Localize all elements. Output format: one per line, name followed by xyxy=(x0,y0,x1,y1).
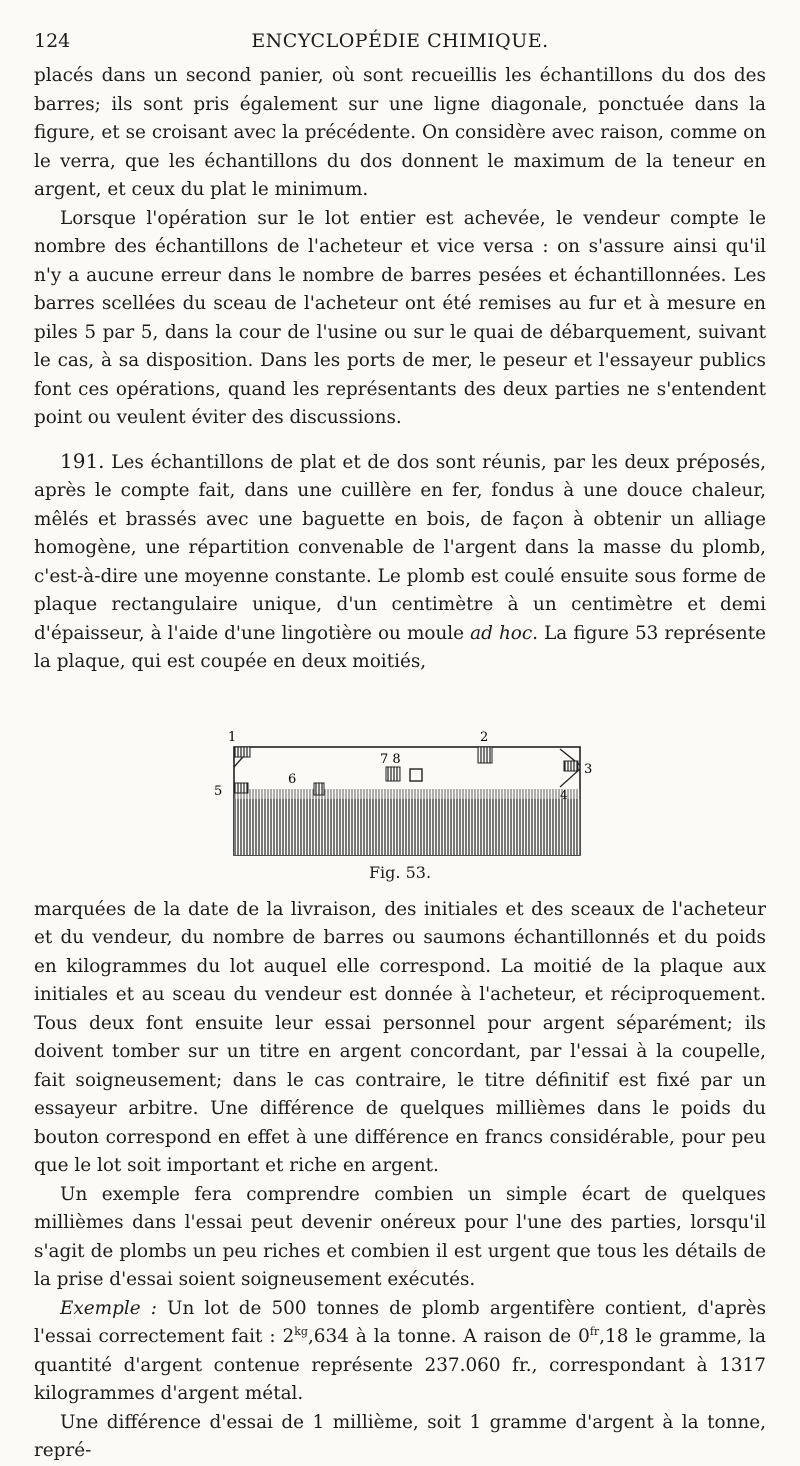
stamp-8 xyxy=(410,769,422,781)
paragraph-2: Lorsque l'opération sur le lot entier est achevée, le vendeur compte le nombre des échantillons de l'acheteur et vice versa : on s'assure ainsi qu'il n'y a aucune erreur dans le nombre de barres pesées et échantillonnées. Les barres scellées du sceau de l'acheteur ont été remises au fur et à mesure en piles 5 par 5, dans la cour de l'usine ou sur le quai de débarquement, suivant le cas, à sa disposition. Dans les ports de mer, le peseur et l'essayeur publics font ces opérations, quand les représentants des deux parties ne s'entendent point ou veulent éviter des discussions. xyxy=(34,207,766,428)
paragraph-4: marquées de la date de la livraison, des initiales et des sceaux de l'acheteur et du vendeur, du nombre de barres ou saumons échantillonnés et du poids en kilogrammes du lot auquel elle correspond. La moitié de la plaque aux initiales et au sceau du vendeur est donnée à l'acheteur, et réciproquement. Tous deux font ensuite leur essai personnel pour argent séparément; ils doivent tomber sur un titre en argent concordant, par l'essai à la coupelle, fait soigneusement; dans le cas contraire, le titre définitif est fixé par un essayeur arbitre. Une différence de quelques millièmes dans le poids du bouton correspond en effet à une différence en francs considérable, pour peu que le lot soit important et riche en argent. xyxy=(34,898,766,1176)
stamp-1 xyxy=(234,747,250,757)
paragraph-5: Un exemple fera comprendre combien un simple écart de quelques millièmes dans l'essai peut devenir onéreux pour l'une des parties, lorsqu'il s'agit de plombs un peu riches et combien il est urgent que tous les détails de la prise d'essai soient soigneusement exécutés. xyxy=(34,1183,766,1290)
paragraph-6 xyxy=(34,1295,766,1409)
paragraph-6-text-c: ,18 le gramme, la quantité d'argent contenue représente 237.060 fr., correspondant à 1317 kilogrammes d'argent métal. xyxy=(34,1326,766,1404)
running-header xyxy=(34,30,766,58)
example-label: Exemple : xyxy=(60,1297,157,1319)
unit-kg: kg xyxy=(294,1324,308,1338)
label-4: 4 xyxy=(560,787,568,802)
paragraph-3-text: Les échantillons de plat et de dos sont réunis, par les deux préposés, après le compte fait, dans une cuillère en fer, fondus à une douce chaleur, mêlés et brassés avec une baguette en bois, de façon à obtenir un alliage homogène, une répartition convenable de l'argent dans la masse du plomb, c'est-à-dire une moyenne constante. Le plomb est coulé ensuite sous forme de plaque rectangulaire unique, d'un centimètre à un centimètre et demi d'épaisseur, à l'aide d'une lingotière ou moule xyxy=(34,451,766,644)
label-7-8: 7 8 xyxy=(380,751,401,767)
stamp-3 xyxy=(564,761,578,771)
stamp-7 xyxy=(386,767,400,781)
plate-shade-band xyxy=(234,789,580,799)
stamp-6 xyxy=(314,783,324,795)
paragraph-3 xyxy=(34,447,766,677)
label-3: 3 xyxy=(584,761,593,777)
section-number: 191. xyxy=(60,448,105,473)
plate-diagram xyxy=(210,707,593,867)
paragraph-6-text-a: Un lot de 500 tonnes de plomb argentifère contient, d'après l'essai correctement fait : 2 xyxy=(34,1297,767,1347)
stamp-2 xyxy=(478,747,492,763)
plate-hatched-area xyxy=(234,799,580,855)
paragraph-6-text-b: ,634 à la tonne. A raison de 0 xyxy=(307,1326,590,1347)
paragraph-1: placés dans un second panier, où sont recueillis les échantillons du dos des barres; ils sont pris également sur une ligne diagonale, ponctuée dans la figure, et se croisant avec la précédente. On considère avec raison, comme on le verra, que les échantillons du dos donnent le maximum de la teneur en argent, et ceux du plat le minimum. xyxy=(34,65,766,200)
paragraph-3-italic: ad hoc xyxy=(470,622,533,644)
paragraph-7: Une différence d'essai de 1 millième, soit 1 gramme d'argent à la tonne, repré- xyxy=(34,1411,766,1461)
running-title: ENCYCLOPÉDIE CHIMIQUE. xyxy=(251,30,549,52)
figure-caption: Fig. 53. xyxy=(368,862,432,882)
paragraph-3-end: . La figure 53 représente la plaque, qui est coupée en deux moitiés, xyxy=(34,622,766,672)
unit-fr: fr xyxy=(589,1324,600,1338)
page-number: 124 xyxy=(34,30,71,52)
stamp-5 xyxy=(234,783,248,793)
label-2: 2 xyxy=(480,729,489,745)
label-5: 5 xyxy=(214,783,223,799)
label-6: 6 xyxy=(288,771,297,787)
figure-53 xyxy=(210,707,593,867)
label-1: 1 xyxy=(228,729,237,745)
